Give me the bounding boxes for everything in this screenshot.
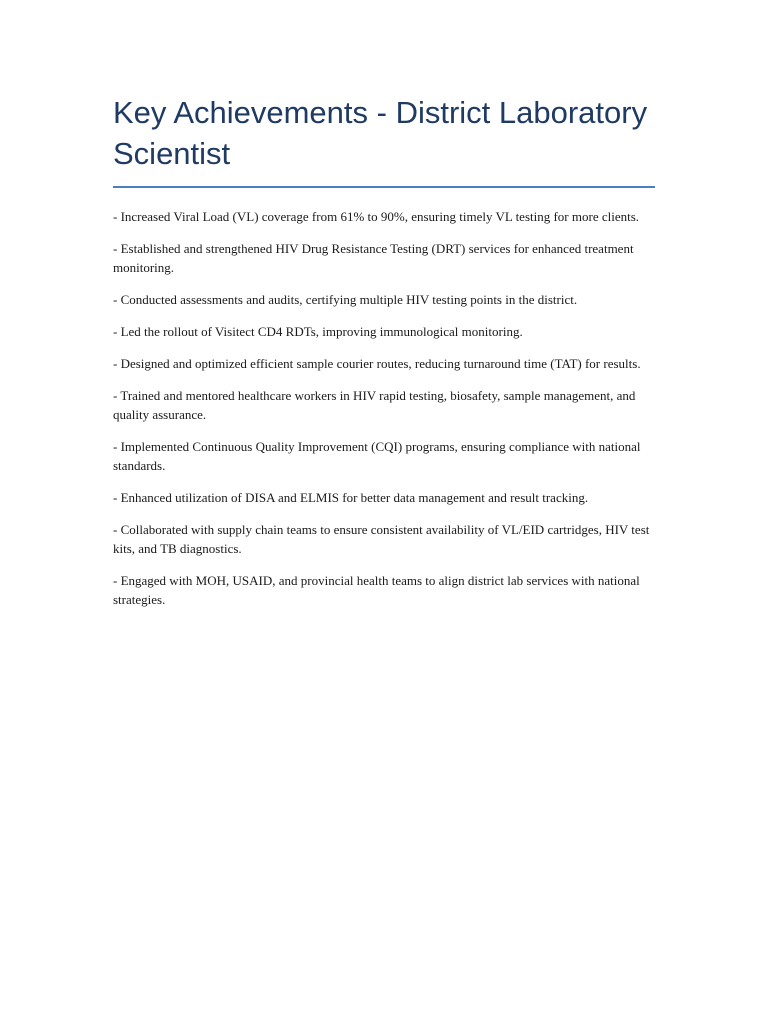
achievement-item: - Implemented Continuous Quality Improvement (CQI) programs, ensuring compliance with national standards. [113, 439, 641, 473]
achievements-list [113, 207, 655, 609]
document-page [113, 92, 655, 622]
achievement-item: - Collaborated with supply chain teams to ensure consistent availability of VL/EID cartridges, HIV test kits, and TB diagnostics. [113, 522, 650, 556]
title-underline [113, 186, 655, 188]
achievement-item: - Established and strengthened HIV Drug Resistance Testing (DRT) services for enhanced treatment monitoring. [113, 241, 634, 275]
achievement-item: - Conducted assessments and audits, certifying multiple HIV testing points in the district. [113, 292, 578, 307]
achievement-item: - Led the rollout of Visitect CD4 RDTs, improving immunological monitoring. [113, 324, 523, 339]
achievement-item: - Designed and optimized efficient sample courier routes, reducing turnaround time (TAT) for results. [113, 356, 641, 371]
achievement-item: - Enhanced utilization of DISA and ELMIS for better data management and result tracking. [113, 490, 589, 505]
achievement-item: - Engaged with MOH, USAID, and provincial health teams to align district lab services with national strategies. [113, 573, 640, 607]
achievement-item: - Increased Viral Load (VL) coverage from 61% to 90%, ensuring timely VL testing for more clients. [113, 209, 640, 224]
document-title: Key Achievements - District Laboratory Scientist [113, 95, 648, 171]
achievement-item: - Trained and mentored healthcare workers in HIV rapid testing, biosafety, sample management, and quality assurance. [113, 388, 636, 422]
